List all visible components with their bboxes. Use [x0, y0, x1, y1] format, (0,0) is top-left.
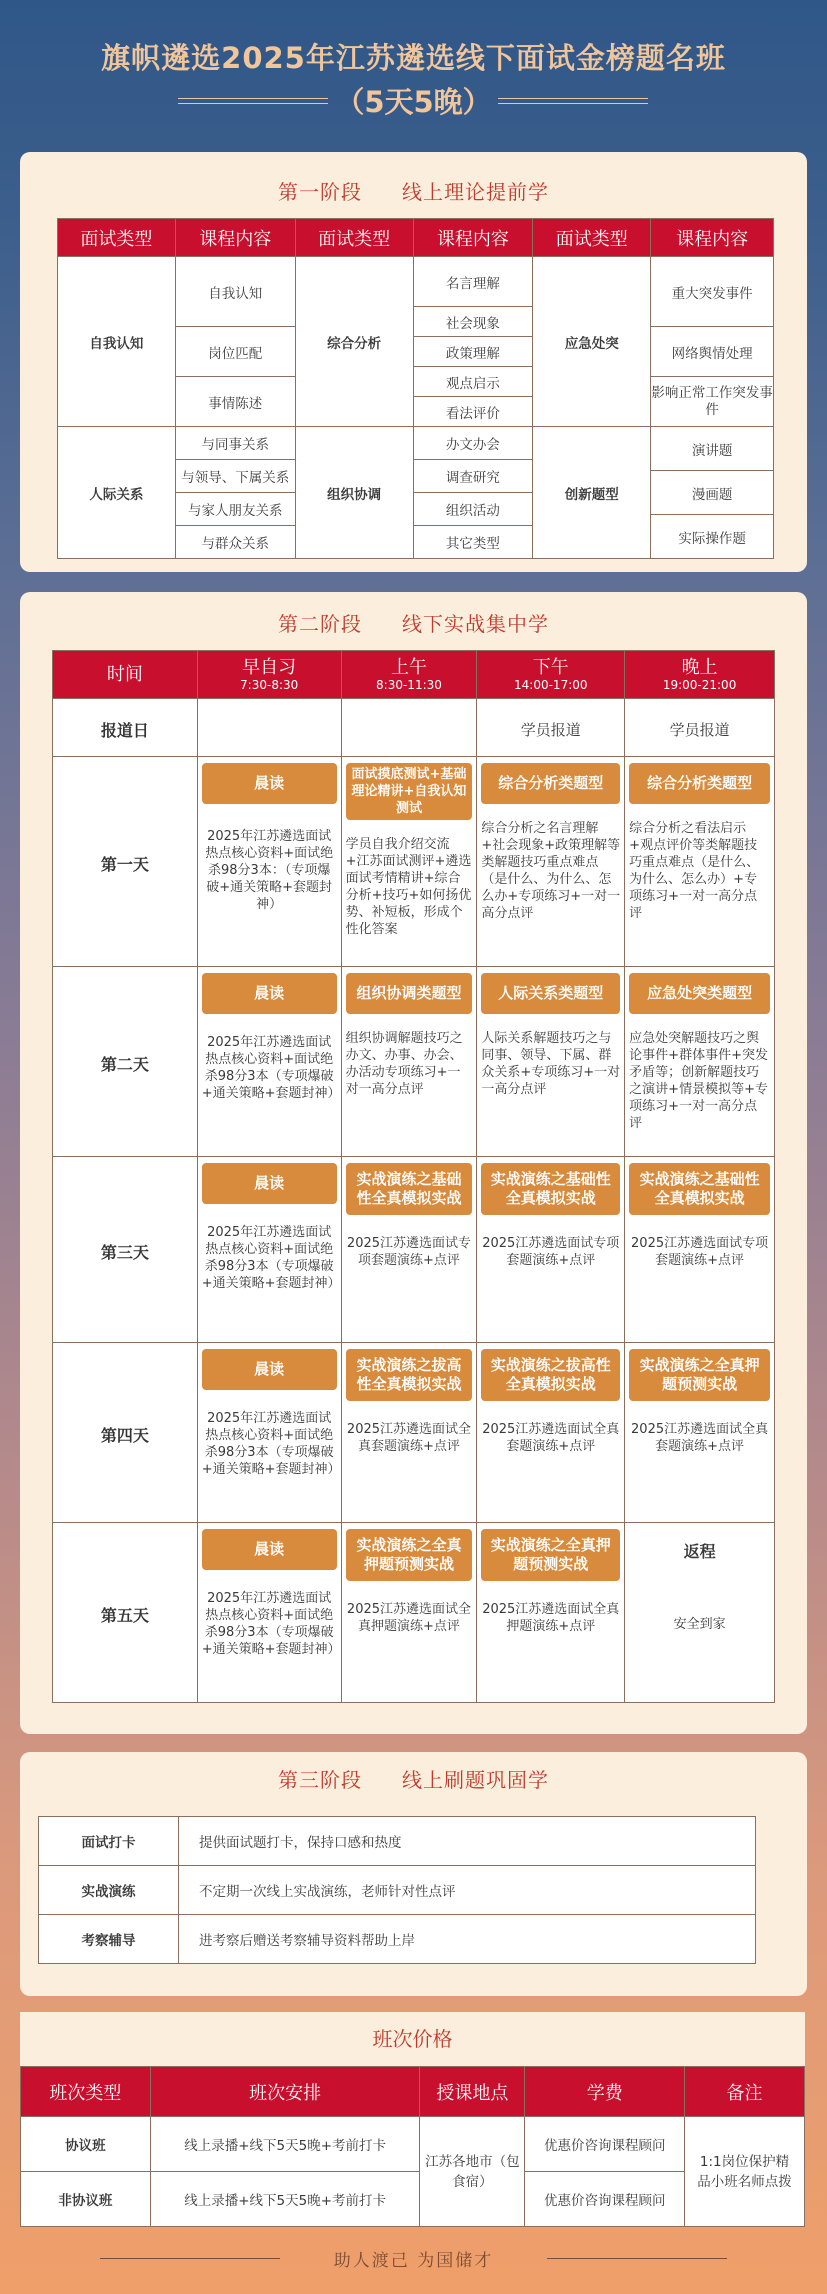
schedule-header-zao	[197, 651, 341, 699]
stage1-item: 调查研究	[413, 460, 533, 493]
price-header: 班次安排	[150, 2067, 420, 2117]
stage1-header: 面试类型	[295, 219, 413, 257]
stage1-header: 课程内容	[651, 219, 774, 257]
price-title: 班次价格	[20, 2012, 805, 2066]
stage1-subtitle: 线上理论提前学	[402, 180, 549, 204]
stage1-type: 创新题型	[533, 427, 651, 559]
header-time: 14:00-17:00	[514, 677, 588, 692]
stage1-type: 综合分析	[295, 257, 413, 427]
schedule-header-time: 时间	[53, 651, 198, 699]
stage1-header: 课程内容	[175, 219, 295, 257]
stage1-type: 组织协调	[295, 427, 413, 559]
session-tag: 组织协调类题型	[346, 973, 473, 1014]
schedule-header-xw	[477, 651, 625, 699]
session-tag: 实战演练之全真押题预测实战	[481, 1529, 620, 1581]
stage1-panel	[20, 152, 807, 572]
class-type: 非协议班	[21, 2172, 151, 2227]
stage1-header: 面试类型	[58, 219, 176, 257]
session-cell	[625, 967, 775, 1157]
day-label: 第五天	[53, 1523, 198, 1703]
session-cell	[625, 1157, 775, 1343]
schedule-header-sw	[341, 651, 477, 699]
session-cell	[625, 1343, 775, 1523]
session-tag: 应急处突类题型	[629, 973, 770, 1014]
schedule-table	[52, 650, 775, 1703]
stage1-type: 人际关系	[58, 427, 176, 559]
session-tag: 晨读	[202, 763, 337, 804]
session-text: 2025江苏遴选面试全真押题演练+点评	[346, 1602, 472, 1634]
header-label: 上午	[390, 656, 427, 678]
stage3-table	[38, 1816, 756, 1964]
stage1-item: 看法评价	[413, 397, 533, 427]
price-header: 备注	[685, 2067, 805, 2117]
session-text: 综合分析之看法启示+观点评价等类解题技巧重点难点（是什么、为什么、怎么办）+专项练习+一对一高分点评	[629, 821, 760, 921]
stage1-item: 实际操作题	[651, 515, 774, 559]
stage1-item: 自我认知	[175, 257, 295, 327]
page-title-block	[0, 38, 827, 122]
stage1-item: 观点启示	[413, 367, 533, 397]
stage3-value: 进考察后赠送考察辅导资料帮助上岸	[179, 1915, 756, 1964]
session-cell	[341, 757, 477, 967]
price-header: 授课地点	[420, 2067, 525, 2117]
session-text: 综合分析之名言理解+社会现象+政策理解等类解题技巧重点难点（是什么、为什么、怎么办+专项练习+一对一高分点评	[481, 821, 621, 921]
header-time: 8:30-11:30	[376, 677, 442, 692]
session-cell	[341, 1157, 477, 1343]
session-cell	[341, 967, 477, 1157]
session-tag: 晨读	[202, 1529, 337, 1570]
stage3-key: 面试打卡	[39, 1817, 179, 1866]
stage1-item: 演讲题	[651, 427, 774, 471]
page-title: 旗帜遴选2025年江苏遴选线下面试金榜题名班	[101, 41, 726, 75]
title-divider-left	[178, 98, 328, 99]
stage1-item: 名言理解	[413, 257, 533, 307]
class-plan: 线上录播+线下5天5晚+考前打卡	[150, 2172, 420, 2227]
session-cell	[477, 757, 625, 967]
session-tag: 晨读	[202, 1163, 337, 1204]
session-text: 2025年江苏遴选面试热点核心资料+面试绝杀98分3本（专项爆破+通关策略+套题封神）	[201, 1411, 341, 1477]
stage1-item: 政策理解	[413, 337, 533, 367]
session-tag: 实战演练之基础性全真模拟实战	[481, 1163, 620, 1215]
session-cell	[341, 1343, 477, 1523]
session-tag: 实战演练之基础性全真模拟实战	[346, 1163, 473, 1215]
morning-cell	[197, 757, 341, 967]
session-text: 人际关系解题技巧之与同事、领导、下属、群众关系+专项练习+一对一高分点评	[481, 1031, 621, 1097]
stage1-header: 课程内容	[413, 219, 533, 257]
stage1-table	[57, 218, 774, 559]
stage1-item: 与群众关系	[175, 526, 295, 559]
session-tag: 实战演练之全真押题预测实战	[629, 1349, 770, 1401]
stage1-item: 与同事关系	[175, 427, 295, 460]
stage3-title	[20, 1764, 807, 1793]
session-cell	[625, 1523, 775, 1703]
session-text: 学员自我介绍交流+江苏面试测评+遴选面试考情精讲+综合分析+技巧+如何扬优势、补短板，形成个性化答案	[345, 837, 472, 937]
session-cell	[477, 1523, 625, 1703]
session-cell	[625, 757, 775, 967]
page-subtitle: （5天5晚）	[335, 85, 492, 119]
stage3-value: 不定期一次线上实战演练，老师针对性点评	[179, 1866, 756, 1915]
empty-cell	[197, 699, 341, 757]
morning-cell	[197, 1523, 341, 1703]
header-label: 早自习	[242, 656, 297, 678]
session-text: 2025江苏遴选面试全真套题演练+点评	[346, 1422, 472, 1454]
session-tag: 实战演练之拔高性全真模拟实战	[481, 1349, 620, 1401]
checkin-cell: 学员报道	[625, 699, 775, 757]
stage1-item: 办文办会	[413, 427, 533, 460]
session-tag: 面试摸底测试+基础理论精讲+自我认知测试	[346, 763, 473, 820]
price-header: 学费	[525, 2067, 685, 2117]
session-text: 2025江苏遴选面试全真套题演练+点评	[482, 1422, 620, 1454]
header-label: 下午	[532, 656, 569, 678]
morning-cell	[197, 1157, 341, 1343]
title-divider-left-2	[178, 103, 328, 104]
stage3-value: 提供面试题打卡，保持口感和热度	[179, 1817, 756, 1866]
title-divider-right-2	[498, 103, 648, 104]
checkin-day: 报道日	[53, 699, 198, 757]
session-tag: 晨读	[202, 973, 337, 1014]
stage1-label: 第一阶段	[278, 180, 362, 204]
header-time: 19:00-21:00	[662, 677, 737, 692]
stage3-key: 考察辅导	[39, 1915, 179, 1964]
return-label: 返程	[683, 1542, 716, 1561]
stage1-item: 社会现象	[413, 307, 533, 337]
stage3-panel	[20, 1752, 807, 1996]
price-header: 班次类型	[21, 2067, 151, 2117]
session-text: 安全到家	[673, 1617, 726, 1632]
session-tag: 实战演练之拔高性全真模拟实战	[346, 1349, 473, 1401]
session-tag: 实战演练之全真押题预测实战	[346, 1529, 473, 1581]
session-tag: 综合分析类题型	[481, 763, 620, 804]
session-text: 2025年江苏遴选面试热点核心资料+面试绝杀98分3本（专项爆破+通关策略+套题封神）	[201, 1591, 341, 1657]
stage1-item: 与家人朋友关系	[175, 493, 295, 526]
stage2-subtitle: 线下实战集中学	[402, 612, 549, 636]
session-cell	[341, 1523, 477, 1703]
class-type: 协议班	[21, 2117, 151, 2172]
title-divider-right	[498, 98, 648, 99]
session-cell	[477, 1157, 625, 1343]
empty-cell	[341, 699, 477, 757]
stage1-item: 组织活动	[413, 493, 533, 526]
session-tag: 人际关系类题型	[481, 973, 620, 1014]
day-label: 第二天	[53, 967, 198, 1157]
stage1-type: 应急处突	[533, 257, 651, 427]
class-location: 江苏各地市（包食宿）	[420, 2117, 525, 2227]
stage3-key: 实战演练	[39, 1866, 179, 1915]
session-text: 2025年江苏遴选面试热点核心资料+面试绝杀98分3本：（专项爆破+通关策略+套题封神）	[205, 829, 334, 912]
session-text: 2025江苏遴选面试全真押题演练+点评	[482, 1602, 620, 1634]
stage2-title	[20, 608, 807, 637]
stage1-item: 漫画题	[651, 471, 774, 515]
class-fee: 优惠价咨询课程顾问	[525, 2172, 685, 2227]
stage1-item: 重大突发事件	[651, 257, 774, 327]
schedule-header-ws	[625, 651, 775, 699]
header-time: 7:30-8:30	[240, 677, 299, 692]
session-cell	[477, 1343, 625, 1523]
morning-cell	[197, 1343, 341, 1523]
session-text: 组织协调解题技巧之办文、办事、办会、办活动专项练习+一对一高分点评	[345, 1031, 463, 1097]
session-text: 2025江苏遴选面试专项套题演练+点评	[482, 1236, 620, 1268]
day-label: 第一天	[53, 757, 198, 967]
session-text: 应急处突解题技巧之舆论事件+群体事件+突发矛盾等；创新解题技巧之演讲+情景模拟等+专项练习+一对一高分点评	[629, 1031, 768, 1131]
day-label: 第三天	[53, 1157, 198, 1343]
stage1-title	[20, 176, 807, 205]
stage1-header: 面试类型	[533, 219, 651, 257]
stage3-subtitle: 线上刷题巩固学	[402, 1768, 549, 1792]
session-tag: 综合分析类题型	[629, 763, 770, 804]
session-text: 2025江苏遴选面试全真套题演练+点评	[631, 1422, 769, 1454]
class-fee: 优惠价咨询课程顾问	[525, 2117, 685, 2172]
session-tag: 实战演练之基础性全真模拟实战	[629, 1163, 770, 1215]
class-note: 1:1岗位保护精品小班名师点拨	[685, 2117, 805, 2227]
footer-slogan: 助人渡己 为国储才	[333, 2251, 494, 2271]
session-tag: 晨读	[202, 1349, 337, 1390]
session-text: 2025江苏遴选面试专项套题演练+点评	[631, 1236, 769, 1268]
stage1-item: 影响正常工作突发事件	[651, 377, 774, 427]
stage2-label: 第二阶段	[278, 612, 362, 636]
stage1-item: 网络舆情处理	[651, 327, 774, 377]
session-text: 2025年江苏遴选面试热点核心资料+面试绝杀98分3本（专项爆破+通关策略+套题封神）	[201, 1035, 341, 1101]
stage1-item: 与领导、下属关系	[175, 460, 295, 493]
stage1-item: 事情陈述	[175, 377, 295, 427]
day-label: 第四天	[53, 1343, 198, 1523]
stage3-label: 第三阶段	[278, 1768, 362, 1792]
stage1-item: 岗位匹配	[175, 327, 295, 377]
morning-cell	[197, 967, 341, 1157]
price-table	[20, 2066, 805, 2227]
checkin-cell: 学员报道	[477, 699, 625, 757]
class-plan: 线上录播+线下5天5晚+考前打卡	[150, 2117, 420, 2172]
stage1-item: 其它类型	[413, 526, 533, 559]
stage1-type: 自我认知	[58, 257, 176, 427]
session-cell	[477, 967, 625, 1157]
stage2-panel	[20, 592, 807, 1734]
session-text: 2025年江苏遴选面试热点核心资料+面试绝杀98分3本（专项爆破+通关策略+套题封神）	[201, 1225, 341, 1291]
session-text: 2025江苏遴选面试专项套题演练+点评	[346, 1236, 472, 1268]
header-label: 晚上	[681, 656, 718, 678]
